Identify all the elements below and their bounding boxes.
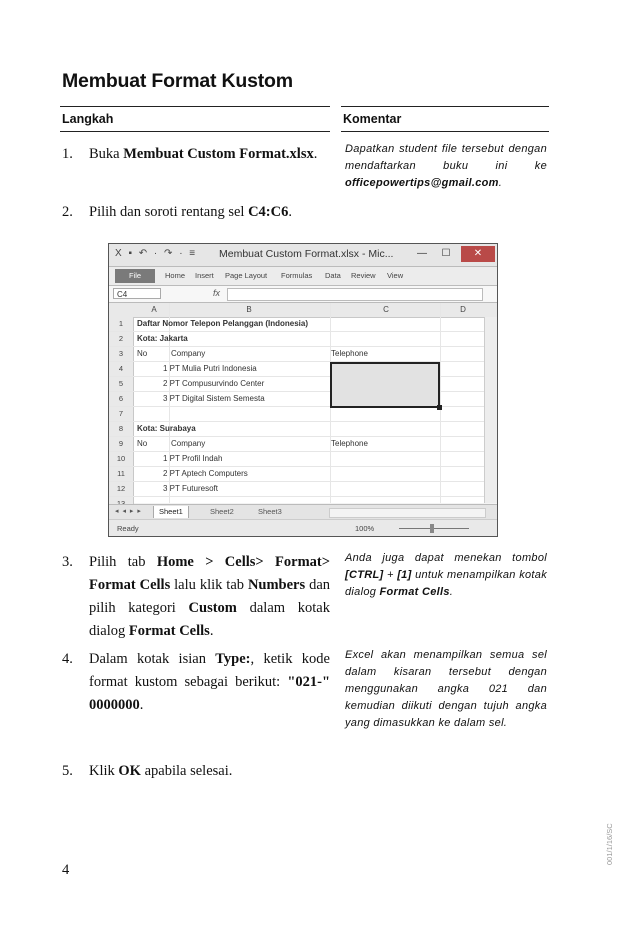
row-number: 7 (109, 407, 134, 421)
step-text: Pilih dan soroti rentang sel (89, 204, 249, 220)
cell: Daftar Nomor Telepon Pelanggan (Indonesia) (137, 319, 308, 328)
key-name: [1] (397, 569, 412, 581)
column-headers (109, 303, 497, 318)
cell: 3 PT Futuresoft (163, 484, 218, 493)
comment-text: . (498, 177, 503, 189)
cell: 2 PT Compusurvindo Center (163, 379, 265, 388)
side-code: 001/1/16/SC (605, 823, 614, 865)
cell: Company (171, 349, 206, 358)
close-icon: ✕ (461, 246, 495, 262)
column-header-b: B (246, 305, 252, 314)
column-header-steps: Langkah (60, 106, 330, 132)
excel-title-bar (109, 244, 497, 267)
comment-text: Dapatkan student file tersebut dengan mendaftarkan buku ini ke (345, 143, 547, 172)
step-5 (62, 760, 330, 783)
sheet-tab-3: Sheet3 (258, 507, 282, 516)
column-header-c: C (383, 305, 389, 314)
comment-text: untuk menampilkan kotak dialog (345, 569, 548, 598)
key-name: [CTRL] (345, 569, 384, 581)
step-3 (62, 551, 330, 643)
window-title: Membuat Custom Format.xlsx - Mic... (219, 248, 394, 260)
cell: Kota: Jakarta (137, 334, 188, 343)
row-number: 4 (109, 362, 134, 376)
row-number: 6 (109, 392, 134, 406)
fx-icon: fx (213, 288, 221, 298)
status-bar (109, 519, 497, 537)
step-text: . (288, 204, 292, 220)
step-text: . (209, 623, 214, 639)
cell: No (137, 349, 148, 358)
column-header-d: D (460, 305, 466, 314)
step-text: . (313, 146, 318, 162)
step-2 (62, 201, 330, 224)
sheet-tabs-bar (109, 504, 497, 519)
comment-4: Excel akan menampilkan semua sel dalam kisaran tersebut dengan menggunakan angka 021 dan kemudian diikuti dengan tujuh angka yang dimasukkan ke dalam sel. (345, 649, 547, 729)
comment-1 (345, 141, 547, 192)
step-text: , ketik kode format kustom sebagai berikut: (89, 651, 330, 690)
tab-home: Home (165, 271, 186, 280)
comment-3 (345, 550, 547, 601)
table-row (109, 347, 497, 362)
button-name: OK (118, 763, 141, 779)
page-number: 4 (62, 862, 70, 878)
cell: Telephone (331, 349, 368, 358)
category-name: Custom (188, 600, 237, 616)
step-text: lalu klik tab (170, 577, 248, 593)
step-text: Buka (89, 146, 124, 162)
vertical-scrollbar (484, 317, 497, 503)
ribbon-tabs (109, 267, 497, 286)
table-row (109, 467, 497, 482)
comment-text: + (383, 569, 398, 581)
table-row (109, 437, 497, 452)
step-number: 5. (62, 763, 73, 779)
tab-name: Numbers (247, 577, 306, 593)
step-text: dan pilih kategori (89, 577, 330, 616)
step-text: dalam kotak dialog (89, 600, 330, 639)
cell: 2 PT Aptech Computers (163, 469, 248, 478)
horizontal-scrollbar (329, 508, 486, 518)
file-tab: File (115, 269, 155, 283)
row-number: 5 (109, 377, 134, 391)
step-text: . (139, 697, 144, 713)
status-text: Ready (117, 524, 139, 533)
cell: 3 PT Digital Sistem Semesta (163, 394, 265, 403)
sheet-nav-icon: ◂ ◂ ▸ ▸ (115, 508, 142, 515)
menu-path: Home > Cells> Format> Format Cells (89, 554, 330, 593)
worksheet-grid (109, 303, 497, 503)
cell: 1 PT Profil Indah (163, 454, 223, 463)
tab-data: Data (325, 271, 341, 280)
tab-insert: Insert (195, 271, 214, 280)
email-address: officepowertips@gmail.com (345, 177, 499, 189)
column-header-a: A (151, 305, 157, 314)
formula-bar (109, 286, 497, 303)
cell: 1 PT Mulia Putri Indonesia (163, 364, 257, 373)
cell-range: C4:C6 (248, 204, 289, 220)
cell: Company (171, 439, 206, 448)
row-number: 9 (109, 437, 134, 451)
formula-input (227, 288, 483, 301)
step-number: 4. (62, 651, 73, 667)
tab-view: View (387, 271, 404, 280)
tab-review: Review (351, 271, 376, 280)
step-text: Pilih tab (89, 554, 157, 570)
column-header-comments: Komentar (341, 106, 549, 132)
dialog-name: Format Cells (128, 623, 210, 639)
row-number: 8 (109, 422, 134, 436)
row-number: 10 (109, 452, 134, 466)
format-code: "021-" 0000000 (89, 674, 330, 713)
quick-access-toolbar: X ▪ ↶ · ↷ · ≡ (115, 248, 198, 259)
table-row (109, 452, 497, 467)
page-title: Membuat Format Kustom (62, 70, 293, 92)
cell: Telephone (331, 439, 368, 448)
file-name: Membuat Custom Format.xlsx (123, 146, 314, 162)
step-number: 2. (62, 204, 73, 220)
tab-page-layout: Page Layout (225, 271, 268, 280)
comment-text: . (449, 586, 454, 598)
fill-handle (437, 405, 442, 410)
zoom-level: 100% (355, 524, 375, 533)
maximize-icon: ☐ (441, 248, 451, 259)
step-number: 3. (62, 554, 73, 570)
row-number: 1 (109, 317, 134, 331)
table-row (109, 422, 497, 437)
step-number: 1. (62, 146, 73, 162)
step-text: Dalam kotak isian (89, 651, 216, 667)
zoom-slider (399, 528, 469, 529)
table-row (109, 317, 497, 332)
comment-text: Anda juga dapat menekan tombol (345, 552, 547, 564)
table-row (109, 482, 497, 497)
minimize-icon: — (417, 248, 427, 259)
tab-formulas: Formulas (281, 271, 313, 280)
cell: Kota: Surabaya (137, 424, 196, 433)
sheet-tab-2: Sheet2 (210, 507, 234, 516)
name-box: C4 (113, 288, 161, 299)
step-1 (62, 143, 330, 166)
sheet-tab-1: Sheet1 (153, 506, 189, 518)
row-number: 2 (109, 332, 134, 346)
step-text: Klik (89, 763, 119, 779)
field-name: Type: (215, 651, 251, 667)
step-4 (62, 648, 330, 717)
row-number: 3 (109, 347, 134, 361)
row-number: 12 (109, 482, 134, 496)
table-row (109, 332, 497, 347)
selected-range (330, 362, 440, 408)
cell: No (137, 439, 148, 448)
excel-screenshot (108, 243, 498, 537)
dialog-name: Format Cells (379, 586, 450, 598)
row-number: 11 (109, 467, 134, 481)
zoom-slider-knob (430, 524, 434, 533)
step-text: apabila selesai. (140, 763, 233, 779)
